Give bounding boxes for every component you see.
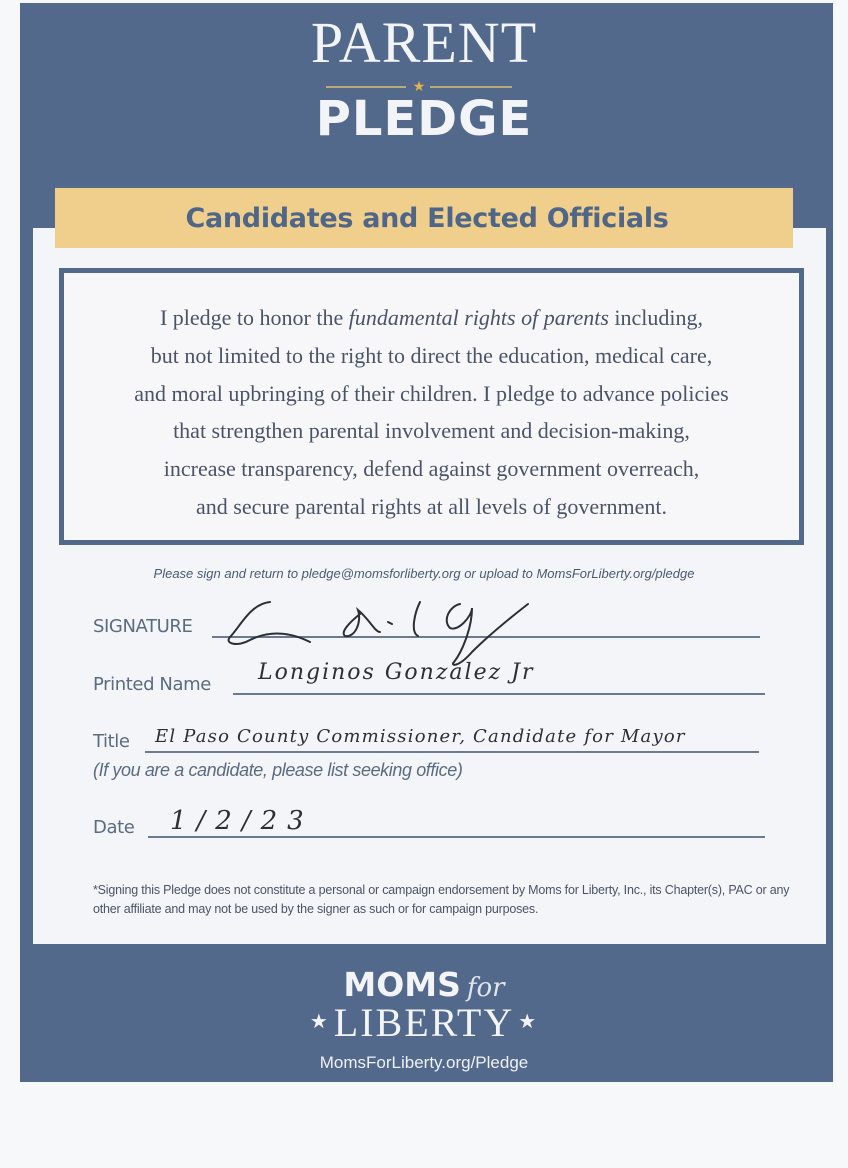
title-field (93, 731, 130, 752)
printed-name-value: Longinos Gonzalez Jr (258, 660, 535, 685)
pledge-url[interactable]: MomsForLiberty.org/Pledge (319, 1053, 529, 1072)
pledge-text-segment: I pledge to honor the (159, 305, 349, 330)
date-label: Date (93, 817, 135, 838)
pledge-emphasis: fundamental rights of parents (348, 305, 609, 330)
signature-strokes (229, 602, 528, 665)
printed-name-field (93, 674, 211, 695)
logo-moms (0, 965, 848, 1004)
title-value: El Paso County Commissioner, Candidate for Mayor (155, 726, 686, 747)
pledge-statement-box (59, 268, 804, 545)
printed-name-label: Printed Name (93, 674, 211, 695)
logo-liberty (0, 1000, 848, 1045)
pledge-line: and moral upbringing of their children. I pledge to advance policies (134, 380, 729, 406)
date-line[interactable] (148, 836, 765, 838)
title-pledge: PLEDGE (315, 91, 533, 147)
audience-banner (55, 188, 793, 248)
banner-label: Candidates and Elected Officials (185, 202, 669, 234)
printed-name-line[interactable] (233, 693, 765, 695)
pledge-line: that strengthen parental involvement and decision-making, (173, 418, 690, 444)
pledge-line: but not limited to the right to direct the education, medical care, (150, 342, 713, 368)
title-hint: (If you are a candidate, please list seeking office) (93, 760, 463, 780)
pledge-line: and secure parental rights at all levels of government. (196, 493, 667, 519)
logo-for-text: for (466, 973, 505, 1003)
signature-field (93, 616, 193, 637)
title-line[interactable] (145, 751, 759, 753)
title-parent: PARENT (310, 10, 538, 75)
date-field (93, 817, 134, 838)
title-divider-right (430, 86, 512, 88)
disclaimer: *Signing this Pledge does not constitute a personal or campaign endorsement by Moms for Liberty, Inc., its Chapter(s), PAC or any other affiliate and may not be used by the signer as such or for campaign purposes. (93, 883, 790, 916)
pledge-line (64, 299, 799, 337)
star-icon: ★ (518, 1011, 539, 1033)
pledge-text-segment: including, (608, 305, 704, 330)
signature-label: SIGNATURE (93, 616, 193, 637)
star-icon: ★ (309, 1011, 330, 1033)
date-value: 1/2/23 (170, 806, 314, 836)
return-instructions: Please sign and return to pledge@momsforliberty.org or upload to MomsForLiberty.org/pledge (153, 566, 695, 581)
title-label: Title (93, 731, 130, 752)
star-icon: ★ (412, 78, 426, 94)
logo-moms-text: MOMS (343, 965, 461, 1004)
pledge-statement (64, 299, 799, 526)
logo-liberty-text: LIBERTY (333, 1000, 515, 1045)
pledge-line: increase transparency, defend against government overreach, (163, 456, 700, 482)
title-divider-left (326, 86, 406, 88)
